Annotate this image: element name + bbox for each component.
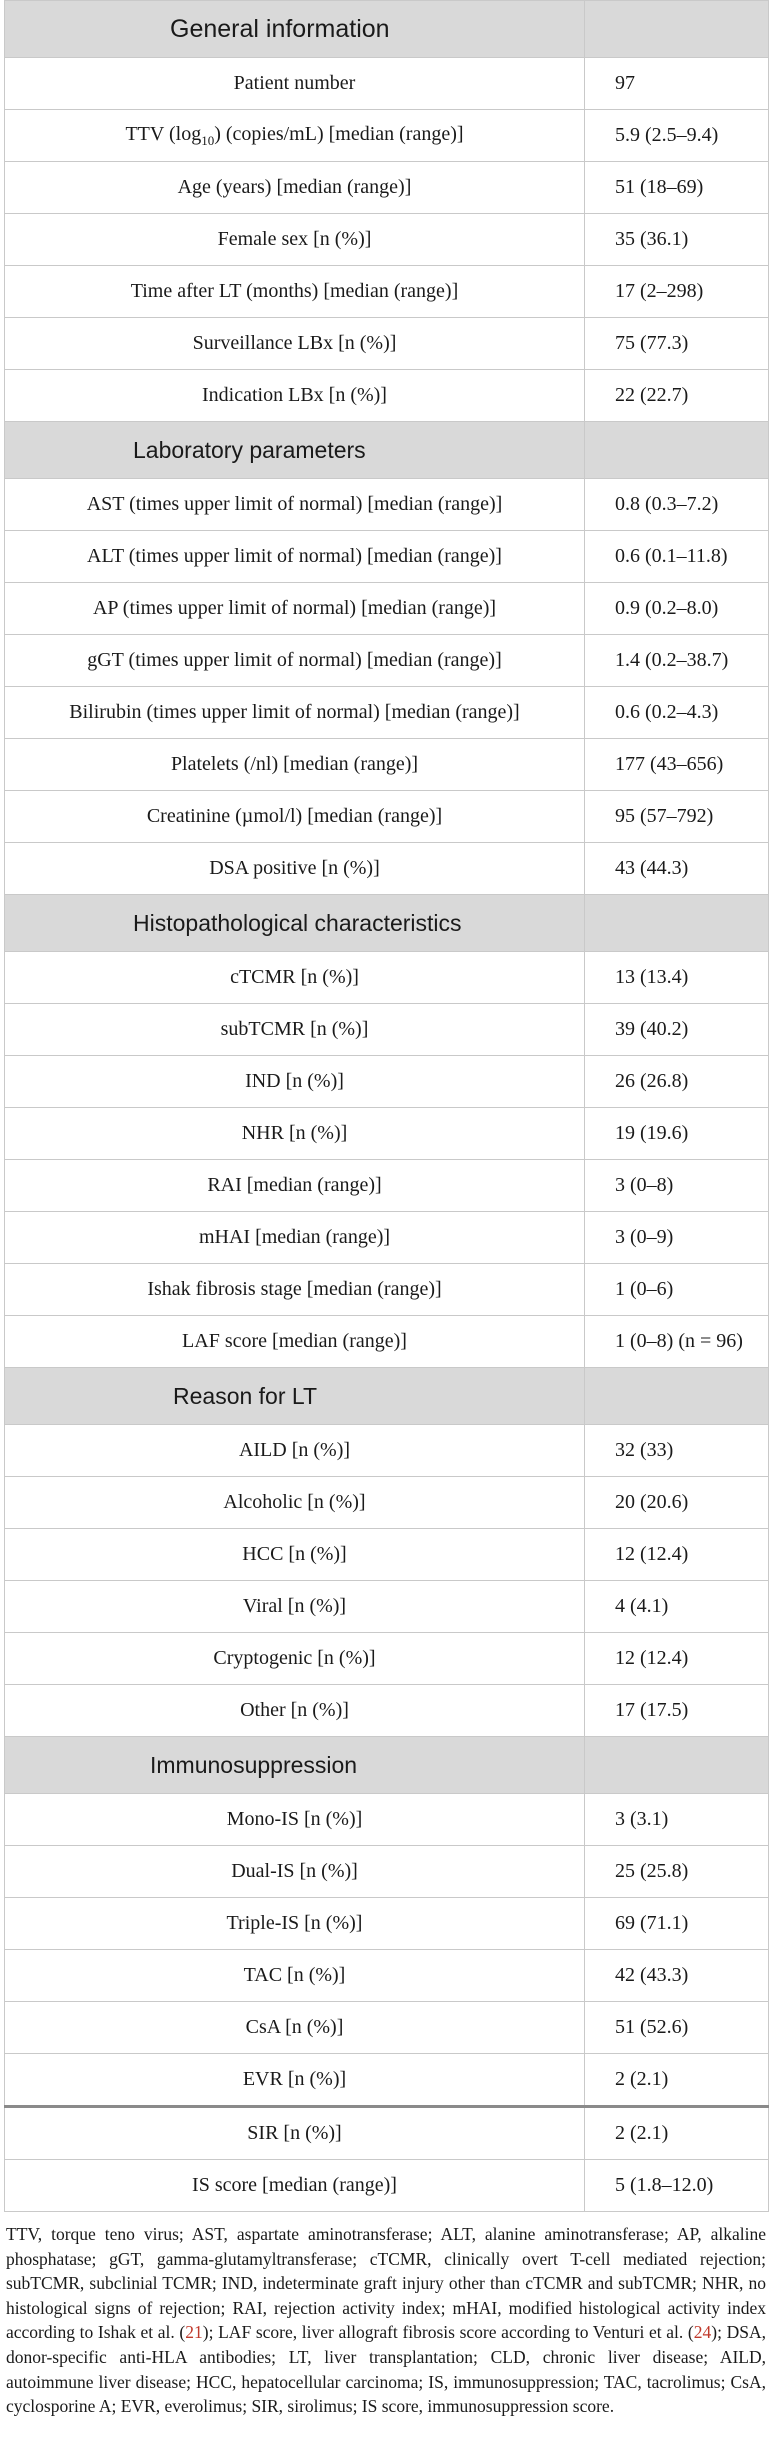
row-label (5, 110, 585, 162)
table-row (5, 843, 769, 895)
table-container (4, 0, 768, 2419)
row-value: 43 (44.3) (585, 843, 769, 895)
row-label: Triple-IS [n (%)] (5, 1898, 585, 1950)
section-header-blank-cell (585, 1, 769, 58)
row-value: 5.9 (2.5–9.4) (585, 110, 769, 162)
table-row (5, 110, 769, 162)
row-label: IS score [median (range)] (5, 2160, 585, 2212)
row-value: 0.8 (0.3–7.2) (585, 479, 769, 531)
table-row (5, 214, 769, 266)
section-header-immunosuppression (5, 1737, 769, 1794)
table-row (5, 952, 769, 1004)
table-row (5, 687, 769, 739)
table-row (5, 1685, 769, 1737)
row-label: EVR [n (%)] (5, 2054, 585, 2107)
row-label: Bilirubin (times upper limit of normal) [median (range)] (5, 687, 585, 739)
row-value: 42 (43.3) (585, 1950, 769, 2002)
row-label: Surveillance LBx [n (%)] (5, 318, 585, 370)
footnote-reference-link[interactable]: 24 (693, 2322, 712, 2343)
table-row (5, 1950, 769, 2002)
row-value: 95 (57–792) (585, 791, 769, 843)
row-value: 1 (0–6) (585, 1264, 769, 1316)
table-row (5, 2107, 769, 2160)
section-title: Laboratory parameters (5, 422, 585, 479)
row-value: 3 (3.1) (585, 1794, 769, 1846)
table-row (5, 266, 769, 318)
table-row (5, 1581, 769, 1633)
row-label: LAF score [median (range)] (5, 1316, 585, 1368)
row-label: Age (years) [median (range)] (5, 162, 585, 214)
row-label: RAI [median (range)] (5, 1160, 585, 1212)
row-label: SIR [n (%)] (5, 2107, 585, 2160)
row-value: 1.4 (0.2–38.7) (585, 635, 769, 687)
row-label: Creatinine (µmol/l) [median (range)] (5, 791, 585, 843)
row-label: DSA positive [n (%)] (5, 843, 585, 895)
table-row (5, 2054, 769, 2107)
row-value: 19 (19.6) (585, 1108, 769, 1160)
row-value: 4 (4.1) (585, 1581, 769, 1633)
table-row (5, 1846, 769, 1898)
row-label: Alcoholic [n (%)] (5, 1477, 585, 1529)
table-row (5, 1477, 769, 1529)
table-row (5, 1212, 769, 1264)
row-value: 51 (18–69) (585, 162, 769, 214)
row-value: 69 (71.1) (585, 1898, 769, 1950)
section-header-blank-cell (585, 1368, 769, 1425)
table-row (5, 2002, 769, 2054)
section-title: Reason for LT (5, 1368, 585, 1425)
footnote-text: TTV, torque teno virus; AST, aspartate aminotransferase; ALT, alanine aminotransferase; AP, alkaline phosphatase; gGT, gamma-glutamyltransferase; cTCMR, clinically overt T-cell mediated rejection; subTCMR, subclinial TCMR; IND, indeterminate graft injury other than cTCMR and subTCMR; NHR, no histological signs of rejection; RAI, rejection activity index; mHAI, modified histological activity index according to Ishak et al. ( (6, 2224, 766, 2343)
row-value: 3 (0–8) (585, 1160, 769, 1212)
row-value: 32 (33) (585, 1425, 769, 1477)
section-header-reason-for-lt (5, 1368, 769, 1425)
row-label-subscript: 10 (201, 132, 215, 148)
table-row (5, 1108, 769, 1160)
row-label: AILD [n (%)] (5, 1425, 585, 1477)
row-label: NHR [n (%)] (5, 1108, 585, 1160)
row-value: 0.6 (0.1–11.8) (585, 531, 769, 583)
row-value: 22 (22.7) (585, 370, 769, 422)
patient-characteristics-table (4, 0, 769, 2212)
table-row (5, 1160, 769, 1212)
table-row (5, 635, 769, 687)
row-value: 35 (36.1) (585, 214, 769, 266)
row-value: 12 (12.4) (585, 1529, 769, 1581)
table-footnote (4, 2212, 768, 2419)
row-value: 17 (17.5) (585, 1685, 769, 1737)
row-label-part: ) (copies/mL) [median (range)] (214, 122, 464, 145)
row-label: Dual-IS [n (%)] (5, 1846, 585, 1898)
section-header-histopathological-characteristics (5, 895, 769, 952)
row-label: HCC [n (%)] (5, 1529, 585, 1581)
row-label: Platelets (/nl) [median (range)] (5, 739, 585, 791)
section-header-general-information (5, 1, 769, 58)
row-label: Ishak fibrosis stage [median (range)] (5, 1264, 585, 1316)
row-label: gGT (times upper limit of normal) [median (range)] (5, 635, 585, 687)
section-header-laboratory-parameters (5, 422, 769, 479)
table-row (5, 318, 769, 370)
row-label: AST (times upper limit of normal) [median (range)] (5, 479, 585, 531)
row-label: ALT (times upper limit of normal) [median (range)] (5, 531, 585, 583)
table-row (5, 1316, 769, 1368)
table-row (5, 1004, 769, 1056)
row-value: 51 (52.6) (585, 2002, 769, 2054)
section-header-blank-cell (585, 895, 769, 952)
table-row (5, 1264, 769, 1316)
section-title: Immunosuppression (5, 1737, 585, 1794)
table-row (5, 479, 769, 531)
table-row (5, 1794, 769, 1846)
row-value: 12 (12.4) (585, 1633, 769, 1685)
table-row (5, 583, 769, 635)
table-row (5, 1633, 769, 1685)
row-value: 177 (43–656) (585, 739, 769, 791)
footnote-text: ); LAF score, liver allograft fibrosis score according to Venturi et al. ( (202, 2322, 694, 2343)
row-value: 2 (2.1) (585, 2054, 769, 2107)
section-header-blank-cell (585, 422, 769, 479)
table-row (5, 370, 769, 422)
row-label: Cryptogenic [n (%)] (5, 1633, 585, 1685)
footnote-text: ); DSA, donor-specific anti-HLA antibodies; LT, liver transplantation; CLD, chronic liver disease; AILD, autoimmune liver disease; HCC, hepatocellular carcinoma; IS, immunosuppression; TAC, tacrolimus; CsA, cyclosporine A; EVR, everolimus; SIR, sirolimus; IS score, immunosuppression score. (6, 2322, 766, 2417)
footnote-reference-link[interactable]: 21 (185, 2322, 203, 2343)
table-row (5, 531, 769, 583)
row-label: CsA [n (%)] (5, 2002, 585, 2054)
row-label: Female sex [n (%)] (5, 214, 585, 266)
row-value: 39 (40.2) (585, 1004, 769, 1056)
row-label: AP (times upper limit of normal) [median (range)] (5, 583, 585, 635)
row-value: 13 (13.4) (585, 952, 769, 1004)
row-label: cTCMR [n (%)] (5, 952, 585, 1004)
row-label: Viral [n (%)] (5, 1581, 585, 1633)
row-value: 20 (20.6) (585, 1477, 769, 1529)
table-row (5, 1529, 769, 1581)
section-header-blank-cell (585, 1737, 769, 1794)
table-row (5, 1425, 769, 1477)
row-label: Indication LBx [n (%)] (5, 370, 585, 422)
table-row (5, 1898, 769, 1950)
row-label: Patient number (5, 58, 585, 110)
table-row (5, 739, 769, 791)
row-value: 1 (0–8) (n = 96) (585, 1316, 769, 1368)
table-row (5, 58, 769, 110)
row-value: 2 (2.1) (585, 2107, 769, 2160)
table-row (5, 162, 769, 214)
section-title: Histopathological characteristics (5, 895, 585, 952)
row-label: TAC [n (%)] (5, 1950, 585, 2002)
table-row (5, 2160, 769, 2212)
table-row (5, 1056, 769, 1108)
row-value: 5 (1.8–12.0) (585, 2160, 769, 2212)
section-title: General information (5, 1, 585, 58)
row-label: subTCMR [n (%)] (5, 1004, 585, 1056)
row-value: 97 (585, 58, 769, 110)
row-label: Other [n (%)] (5, 1685, 585, 1737)
row-label: Time after LT (months) [median (range)] (5, 266, 585, 318)
row-label-part: TTV (log (125, 122, 202, 145)
row-label: Mono-IS [n (%)] (5, 1794, 585, 1846)
row-label: mHAI [median (range)] (5, 1212, 585, 1264)
row-value: 3 (0–9) (585, 1212, 769, 1264)
row-value: 0.6 (0.2–4.3) (585, 687, 769, 739)
row-value: 25 (25.8) (585, 1846, 769, 1898)
row-value: 26 (26.8) (585, 1056, 769, 1108)
row-label: IND [n (%)] (5, 1056, 585, 1108)
row-value: 75 (77.3) (585, 318, 769, 370)
row-value: 17 (2–298) (585, 266, 769, 318)
row-value: 0.9 (0.2–8.0) (585, 583, 769, 635)
table-row (5, 791, 769, 843)
